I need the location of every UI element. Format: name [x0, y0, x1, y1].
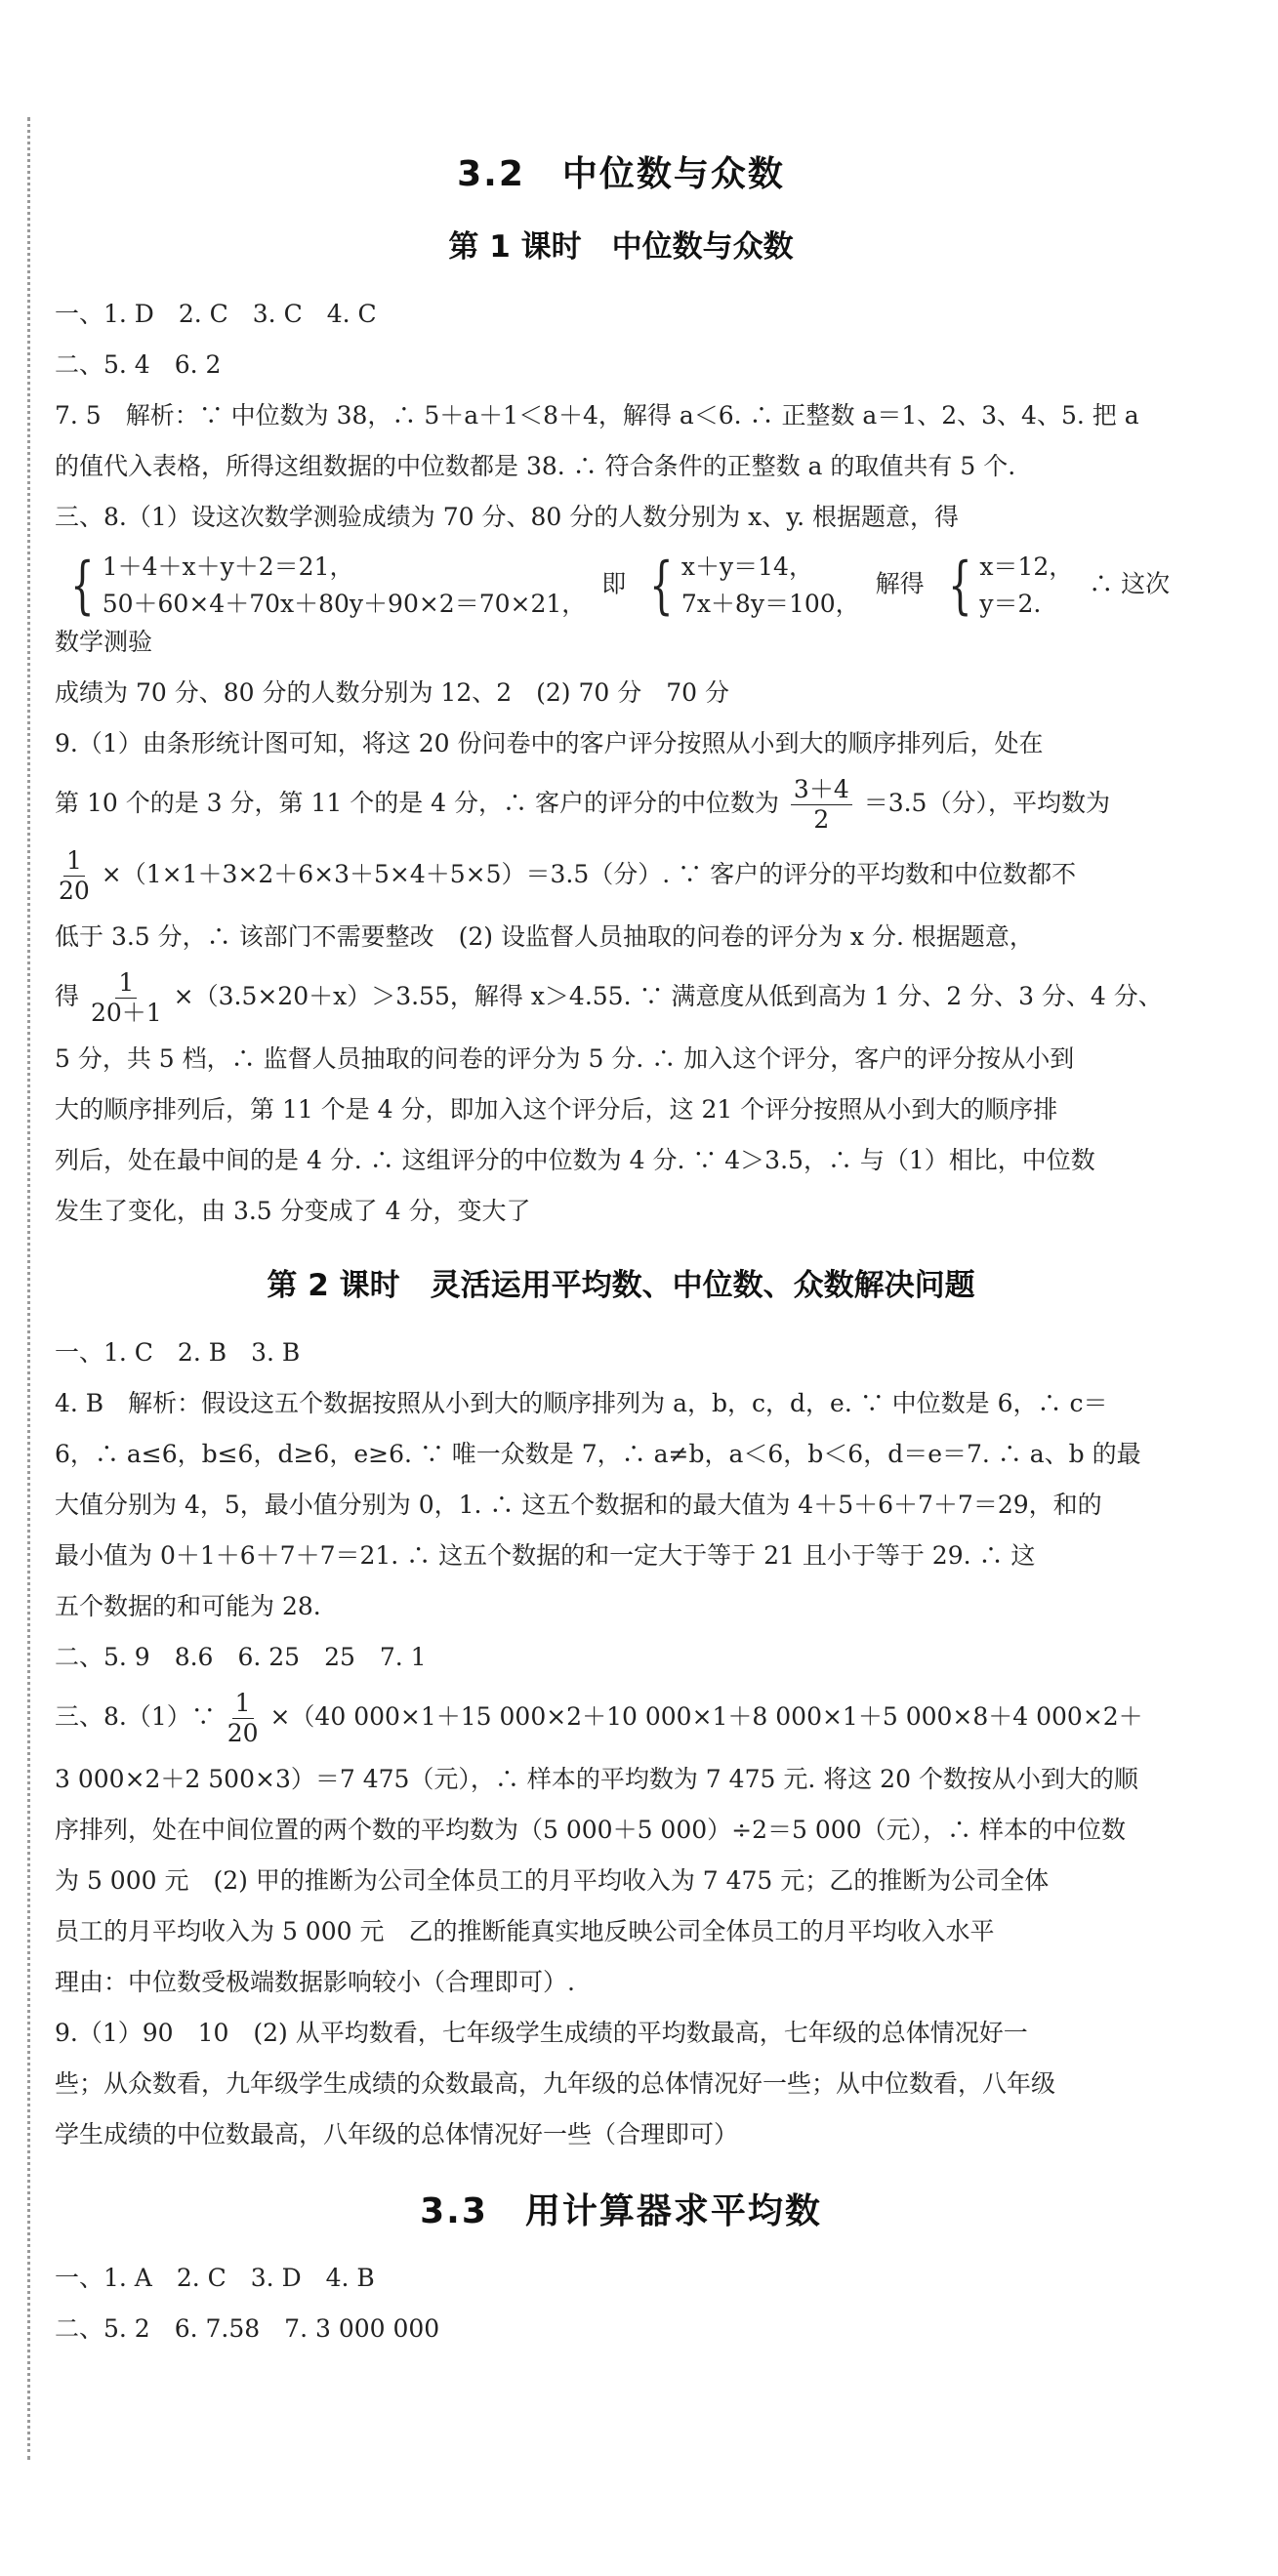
l1-q8-systems: [55, 549, 1187, 662]
l2-q8-line1: [55, 1689, 1187, 1748]
q9-calc-text: ×（1×1＋3×2＋6×3＋5×4＋5×5）＝3.5（分）. ∵ 客户的评分的平均数和中位数都不: [101, 860, 1077, 888]
q9-median-text: 第 10 个的是 3 分，第 11 个的是 4 分，∴ 客户的评分的中位数为: [55, 789, 779, 817]
q8-calc-text: ×（40 000×1＋15 000×2＋10 000×1＋8 000×1＋5 000×8＋4 000×2＋: [269, 1702, 1143, 1731]
sys-tail-text: ∴ 这次数学测验: [55, 569, 1171, 656]
l1-q9-line4: 低于 3.5 分，∴ 该部门不需要整改 (2) 设监督人员抽取的问卷的评分为 x 分. 根据题意，: [55, 922, 1034, 951]
l1-q5-6: 二、5. 4 6. 2: [55, 350, 222, 379]
section-title-3-3: 3.3 用计算器求平均数: [420, 2191, 822, 2231]
fraction-1-over-20: [59, 846, 90, 906]
fraction-3plus4-over-2: [791, 775, 852, 835]
frac-numerator: 3＋4: [791, 775, 852, 805]
l2-q8-line3: 序排列，处在中间位置的两个数的平均数为（5 000＋5 000）÷2＝5 000（元），∴ 样本的中位数: [55, 1816, 1127, 1844]
l2-q1-3: 一、1. C 2. B 3. B: [55, 1338, 301, 1367]
l2-q9-line1: 9.（1）90 10 (2) 从平均数看，七年级学生成绩的平均数最高，七年级的总体情况好一: [55, 2019, 1028, 2047]
l2-q4-line5: 五个数据的和可能为 28.: [55, 1592, 321, 1620]
l1-q9-line3: [55, 846, 1187, 906]
l2-q4-line1: 4. B 解析：假设这五个数据按照从小到大的顺序排列为 a，b，c，d，e. ∵ 中位数是 6，∴ c＝: [55, 1389, 1108, 1417]
jiede-text: 解得: [875, 569, 925, 598]
q8-prefix: 三、8.（1）∵: [55, 1702, 216, 1731]
l1-q9-line5: [55, 968, 1187, 1028]
frac-numerator: 1: [232, 1689, 254, 1719]
s33-q1-4: 一、1. A 2. C 3. D 4. B: [55, 2264, 375, 2292]
q9-mean-text: ＝3.5（分），平均数为: [863, 789, 1110, 817]
section-title-3-2: 3.2 中位数与众数: [457, 154, 785, 194]
frac-denominator: 20＋1: [90, 999, 162, 1027]
sys3-row2: y＝2.: [979, 590, 1042, 618]
dotted-binding-line: [27, 117, 30, 2460]
frac-numerator: 1: [63, 846, 85, 877]
l1-q9-line9: 发生了变化，由 3.5 分变成了 4 分，变大了: [55, 1197, 531, 1225]
l1-q9-line6: 5 分，共 5 档，∴ 监督人员抽取的问卷的评分为 5 分. ∴ 加入这个评分，客户的评分按从小到: [55, 1044, 1075, 1073]
lesson-1-title: 第 1 课时 中位数与众数: [448, 229, 794, 265]
l2-q4-line3: 大值分别为 4，5，最小值分别为 0，1. ∴ 这五个数据和的最大值为 4＋5＋6＋7＋7＝29，和的: [55, 1491, 1102, 1519]
frac-numerator: 1: [115, 968, 137, 999]
l2-q9-line2: 些；从众数看，九年级学生成绩的众数最高，九年级的总体情况好一些；从中位数看，八年级: [55, 2069, 1056, 2098]
ji-text: 即: [601, 569, 627, 598]
q9-inequality-text: ×（3.5×20＋x）＞3.55，解得 x＞4.55. ∵ 满意度从低到高为 1 分、2 分、3 分、4 分、: [173, 982, 1163, 1010]
l1-q9-line8: 列后，处在最中间的是 4 分. ∴ 这组评分的中位数为 4 分. ∵ 4＞3.5，∴ 与（1）相比，中位数: [55, 1146, 1095, 1174]
l1-q9-line2: [55, 775, 1187, 835]
l1-q1-4: 一、1. D 2. C 3. C 4. C: [55, 300, 377, 328]
frac-denominator: 20: [59, 877, 90, 905]
equation-system-2: { x＋y＝14， 7x＋8y＝100，: [649, 550, 860, 622]
l2-q4-line2: 6，∴ a≤6，b≤6，d≥6，e≥6. ∵ 唯一众数是 7，∴ a≠b，a＜6，b＜6，d＝e＝7. ∴ a、b 的最: [55, 1440, 1141, 1468]
s33-q5-7: 二、5. 2 6. 7.58 7. 3 000 000: [55, 2314, 440, 2343]
fraction-1-over-20-b: [227, 1689, 259, 1748]
frac-denominator: 2: [813, 805, 830, 834]
l1-q8-line1: 三、8.（1）设这次数学测验成绩为 70 分、80 分的人数分别为 x、y. 根据题意，得: [55, 503, 959, 531]
sys3-row1: x＝12，: [979, 552, 1074, 581]
sys1-row2: 50＋60×4＋70x＋80y＋90×2＝70×21，: [102, 590, 587, 618]
l1-q7-line2: 的值代入表格，所得这组数据的中位数都是 38. ∴ 符合条件的正整数 a 的取值共有 5 个.: [55, 452, 1016, 480]
fraction-1-over-21: [91, 968, 162, 1028]
l2-q5-7: 二、5. 9 8.6 6. 25 25 7. 1: [55, 1643, 427, 1671]
l2-q8-line5: 员工的月平均收入为 5 000 元 乙的推断能真实地反映公司全体员工的月平均收入水平: [55, 1917, 995, 1945]
l1-q7-line1: 7. 5 解析：∵ 中位数为 38，∴ 5＋a＋1＜8＋4，解得 a＜6. ∴ 正整数 a＝1、2、3、4、5. 把 a: [55, 401, 1139, 429]
sys2-row2: 7x＋8y＝100，: [680, 590, 860, 618]
l1-q8-line3: 成绩为 70 分、80 分的人数分别为 12、2 (2) 70 分 70 分: [55, 678, 730, 707]
sys1-row1: 1＋4＋x＋y＋2＝21，: [102, 552, 354, 581]
lesson-2-title: 第 2 课时 灵活运用平均数、中位数、众数解决问题: [267, 1268, 975, 1303]
equation-system-1: { 1＋4＋x＋y＋2＝21， 50＋60×4＋70x＋80y＋90×2＝70×21，: [70, 550, 587, 622]
l1-q9-line1: 9.（1）由条形统计图可知，将这 20 份问卷中的客户评分按照从小到大的顺序排列后，处在: [55, 729, 1044, 757]
l2-q8-line4: 为 5 000 元 (2) 甲的推断为公司全体员工的月平均收入为 7 475 元；乙的推断为公司全体: [55, 1866, 1050, 1895]
l2-q8-line6: 理由：中位数受极端数据影响较小（合理即可）.: [55, 1968, 575, 1996]
l2-q8-line2: 3 000×2＋2 500×3）＝7 475（元），∴ 样本的平均数为 7 475 元. 将这 20 个数按从小到大的顺: [55, 1765, 1138, 1793]
frac-denominator: 20: [227, 1719, 259, 1747]
sys2-row1: x＋y＝14，: [680, 552, 813, 581]
l2-q4-line4: 最小值为 0＋1＋6＋7＋7＝21. ∴ 这五个数据的和一定大于等于 21 且小于等于 29. ∴ 这: [55, 1541, 1036, 1570]
equation-system-3: { x＝12， y＝2.: [947, 550, 1074, 622]
de-text: 得: [55, 982, 80, 1010]
l2-q9-line3: 学生成绩的中位数最高，八年级的总体情况好一些（合理即可）: [55, 2120, 739, 2148]
l1-q9-line7: 大的顺序排列后，第 11 个是 4 分，即加入这个评分后，这 21 个评分按照从小到大的顺序排: [55, 1095, 1058, 1124]
answer-content: [55, 146, 1187, 2360]
